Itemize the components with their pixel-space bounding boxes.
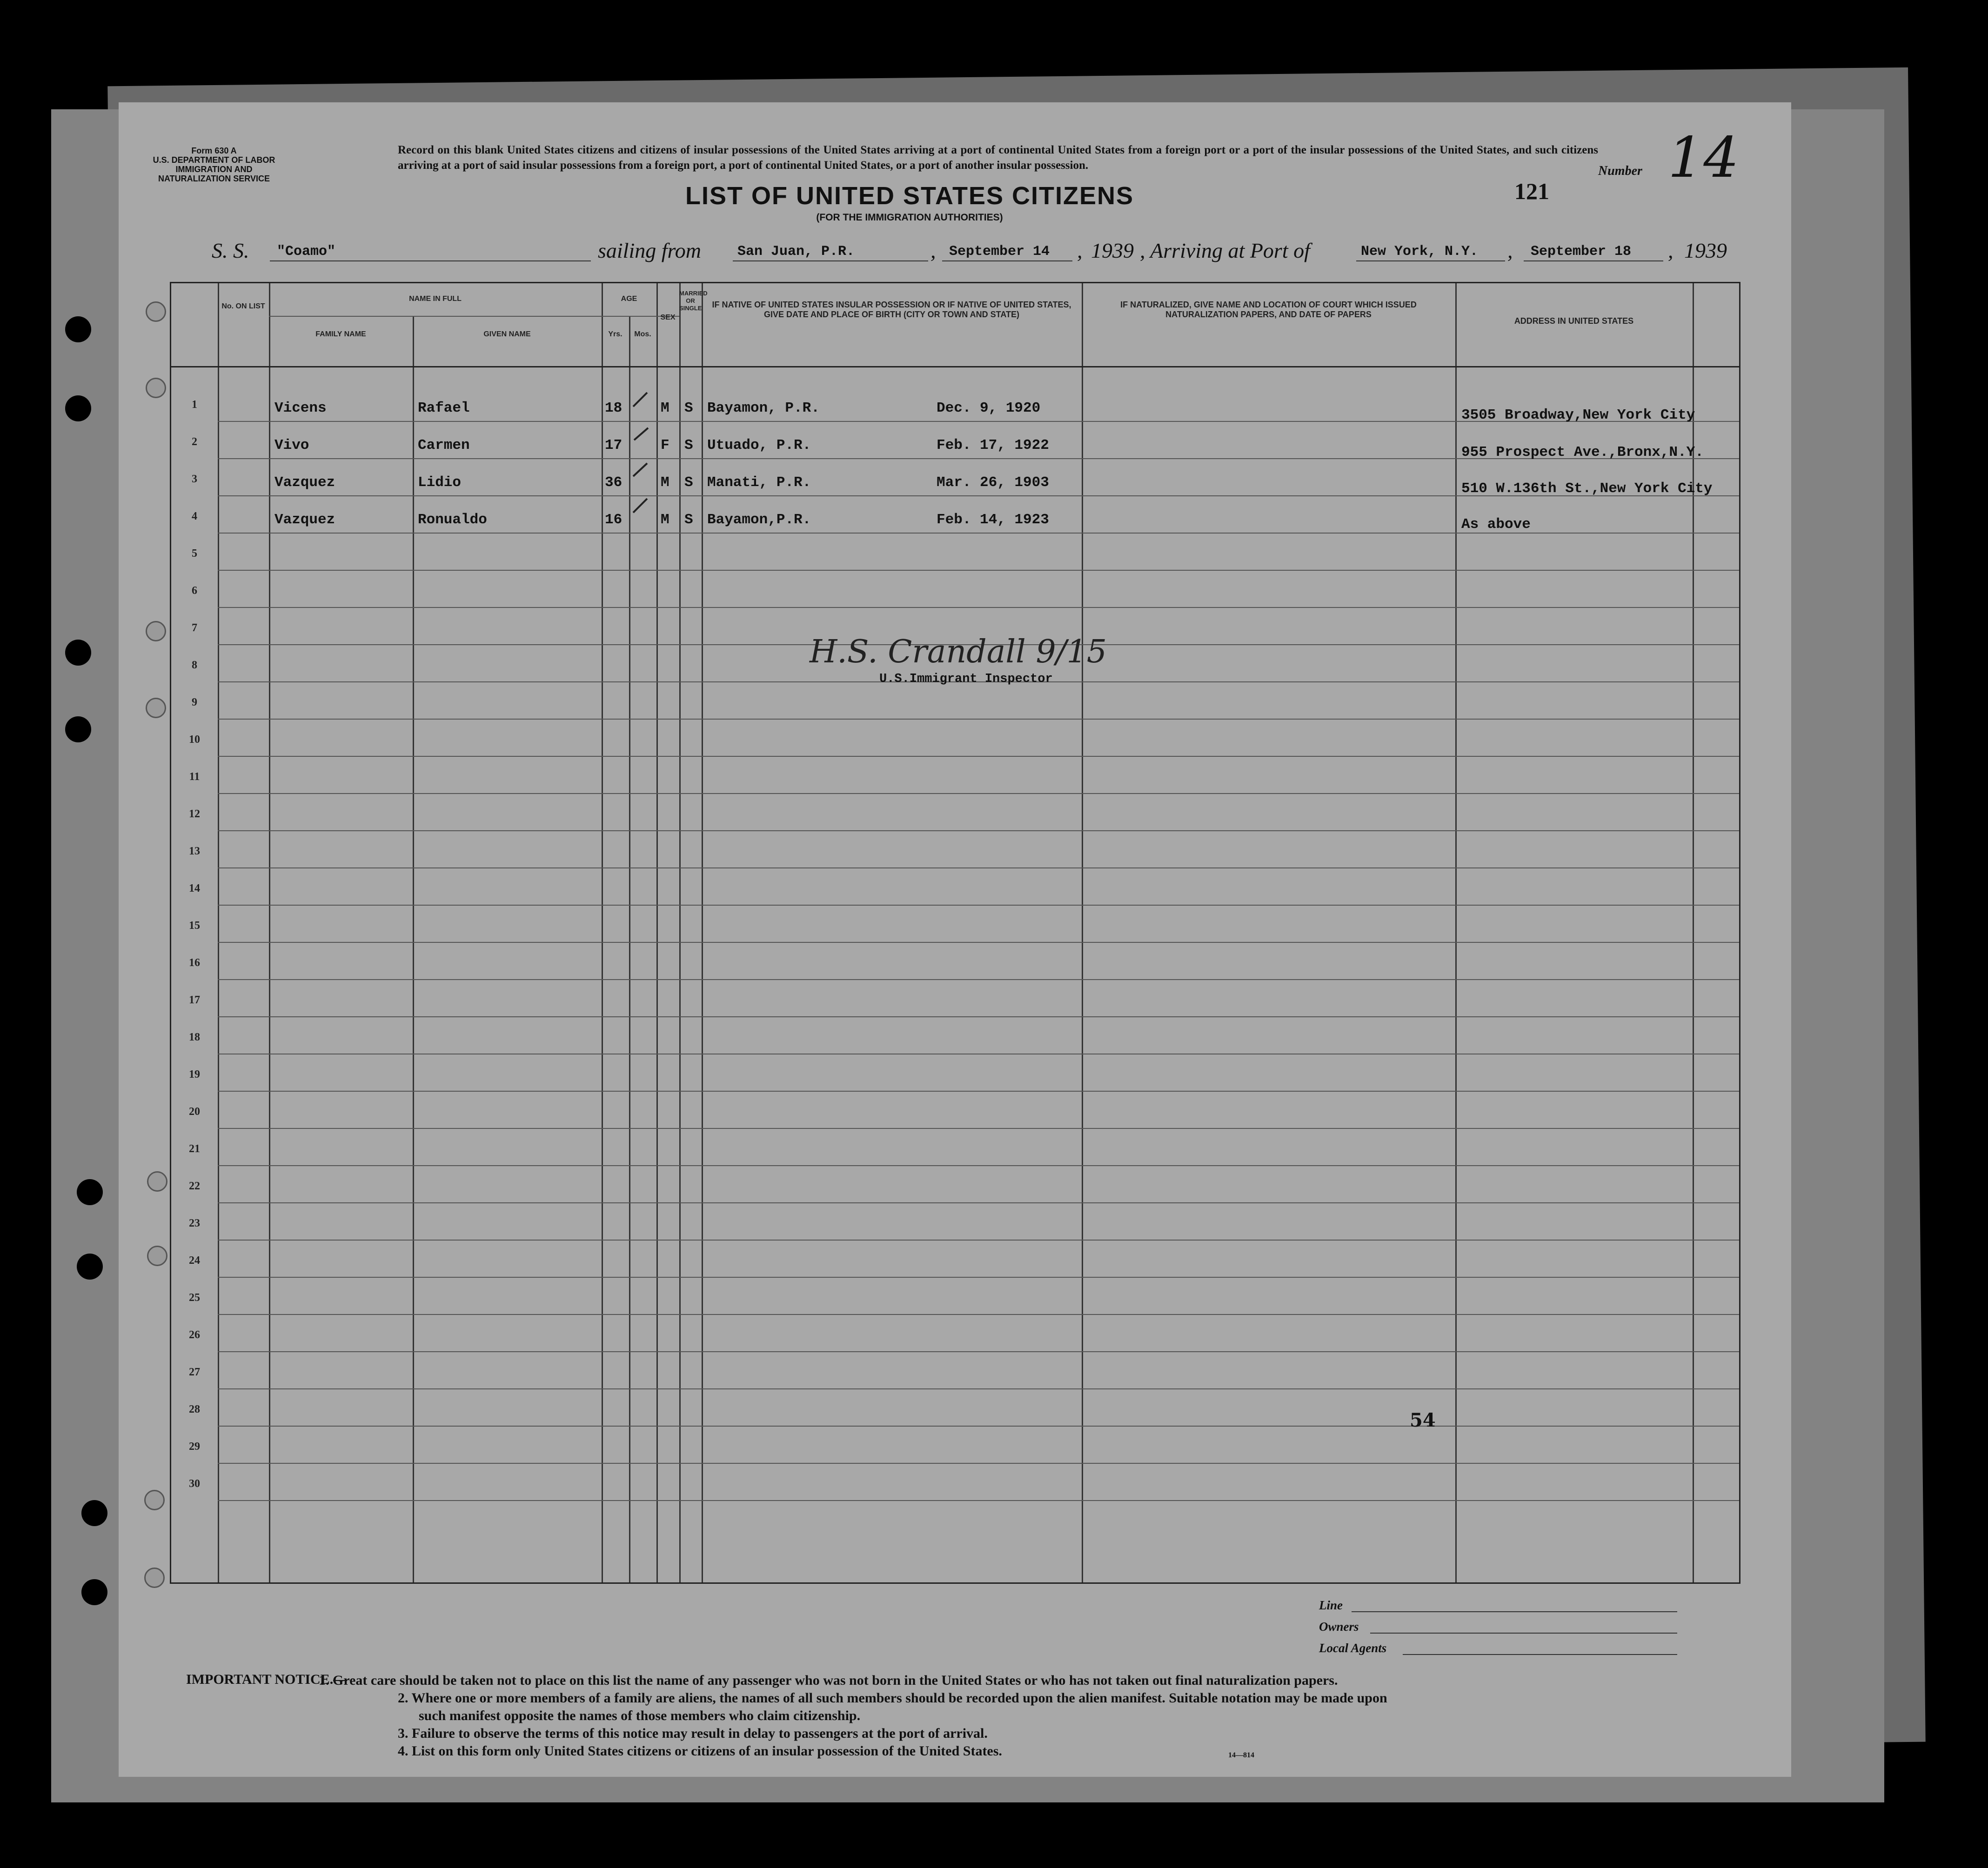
row-number: 30 (189, 1478, 200, 1490)
family-name: Vicens (274, 400, 327, 416)
notice-item: 3. Failure to observe the terms of this notice may result in delay to passengers at the port of arrival. (398, 1726, 988, 1741)
line-label: Line (1319, 1598, 1343, 1612)
page-subtitle: (FOR THE IMMIGRATION AUTHORITIES) (816, 212, 1003, 223)
row-number: 26 (189, 1329, 200, 1341)
punch-hole (65, 716, 91, 742)
birth-place: Utuado, P.R. (707, 437, 811, 454)
months-tick-marks (629, 388, 657, 546)
row-rule (218, 1202, 1739, 1203)
given-name: Ronualdo (418, 512, 487, 528)
ring-hole (146, 378, 166, 398)
ring-hole (147, 1246, 167, 1266)
column-rule (269, 283, 270, 1582)
notice-item: 1. Great care should be taken not to place on this list the name of any passenger who was not born in the United States or who has not taken out final naturalization papers. (319, 1673, 1338, 1688)
row-number: 21 (189, 1143, 200, 1155)
row-rule (218, 1426, 1739, 1427)
arrival-year: 1939 (1684, 239, 1727, 262)
row-rule (218, 1277, 1739, 1278)
family-name: Vazquez (274, 512, 335, 528)
departure-year: 1939 (1091, 239, 1134, 262)
ring-hole (147, 1171, 167, 1192)
margin-mark: 54 (1410, 1409, 1436, 1431)
column-rule (1082, 283, 1083, 1582)
birth-date: Feb. 17, 1922 (937, 437, 1049, 454)
age-years: 36 (605, 474, 623, 491)
sex: M (661, 474, 669, 491)
row-number: 4 (192, 510, 197, 522)
birth-date: Mar. 26, 1903 (937, 474, 1049, 491)
row-number: 1 (192, 399, 197, 411)
ring-hole (146, 621, 166, 641)
sex: M (661, 400, 669, 416)
punch-hole (77, 1254, 103, 1280)
notice-item: 2. Where one or more members of a family are aliens, the names of all such members should be recorded upon the alien manifest. Suitable notation may be made upon (398, 1690, 1387, 1706)
form-id-line: NATURALIZATION SERVICE (158, 174, 270, 183)
marital-status: S (684, 400, 693, 416)
departure-date: September 14 (949, 244, 1050, 260)
passenger-table (170, 282, 1740, 1584)
row-number: 15 (189, 920, 200, 932)
row-number: 20 (189, 1106, 200, 1118)
row-rule (218, 1388, 1739, 1389)
underline (1524, 260, 1663, 261)
owners-label: Owners (1319, 1620, 1359, 1634)
form-code: 14—814 (1228, 1751, 1254, 1759)
age-years: 17 (605, 437, 623, 454)
header-rule (269, 316, 679, 317)
row-number: 12 (189, 808, 200, 820)
marital-status: S (684, 512, 693, 528)
birth-place: Bayamon, P.R. (707, 400, 820, 416)
row-rule (218, 1091, 1739, 1092)
header-given-name: GIVEN NAME (483, 330, 531, 338)
row-rule (218, 979, 1739, 980)
underline (733, 260, 928, 261)
row-number: 11 (189, 771, 200, 783)
row-number: 29 (189, 1441, 200, 1453)
row-rule (218, 793, 1739, 794)
header-married-or-single: MARRIED OR SINGLE (679, 290, 708, 312)
header-no-on-list: No. ON LIST (221, 302, 265, 310)
column-rule (413, 316, 414, 1582)
sex: F (661, 437, 669, 454)
header-sex: SEX (660, 314, 676, 321)
ring-hole (144, 1568, 165, 1588)
punch-hole (65, 316, 91, 342)
row-rule (218, 1128, 1739, 1129)
column-rule (702, 283, 703, 1582)
birth-place: Manati, P.R. (707, 474, 811, 491)
page-title: LIST OF UNITED STATES CITIZENS (685, 182, 1134, 210)
row-number: 3 (192, 473, 197, 485)
number-label: Number (1598, 164, 1642, 178)
form-id-line: IMMIGRATION AND (175, 165, 253, 174)
row-number: 13 (189, 845, 200, 857)
arrival-port: New York, N.Y. (1361, 244, 1479, 260)
ring-hole (146, 698, 166, 718)
underline (1370, 1633, 1677, 1634)
arrival-date: September 18 (1531, 244, 1632, 260)
local-agents-label: Local Agents (1319, 1641, 1387, 1655)
punch-hole (81, 1500, 107, 1526)
ring-hole (146, 301, 166, 322)
row-number: 16 (189, 957, 200, 969)
row-rule (218, 1463, 1739, 1464)
inspector-signature: H.S. Crandall 9/15 (810, 634, 1107, 670)
row-rule (218, 1165, 1739, 1166)
birth-place: Bayamon,P.R. (707, 512, 811, 528)
header-birth-info: IF NATIVE OF UNITED STATES INSULAR POSSESSION OR IF NATIVE OF UNITED STATES, GIVE DATE AND PLACE OF BIRTH (CITY OR TOWN AND STATE) (712, 300, 1071, 319)
departure-port: San Juan, P.R. (737, 244, 855, 260)
row-number: 28 (189, 1403, 200, 1415)
birth-date: Dec. 9, 1920 (937, 400, 1041, 416)
marital-status: S (684, 437, 693, 454)
underline (1352, 1611, 1677, 1612)
sex: M (661, 512, 669, 528)
notice-item: such manifest opposite the names of those members who claim citizenship. (419, 1708, 861, 1723)
given-name: Rafael (418, 400, 470, 416)
age-years: 16 (605, 512, 623, 528)
header-age: AGE (621, 295, 637, 303)
row-rule (218, 830, 1739, 831)
column-rule (1455, 283, 1457, 1582)
ship-name: "Coamo" (277, 244, 336, 260)
header-months: Mos. (634, 330, 651, 338)
voyage-line: S. S. "Coamo" sailing from San Juan, P.R. , September 14 , 1939 , Arriving at Port of New York, N.Y. , September 18 , 1939 (212, 239, 1727, 262)
row-rule (218, 867, 1739, 868)
header-years: Yrs. (608, 330, 623, 338)
header-address: ADDRESS IN UNITED STATES (1514, 316, 1634, 326)
inspector-title: U.S.Immigrant Inspector (879, 672, 1053, 686)
column-rule (218, 283, 219, 1582)
us-address: 510 W.136th St.,New York City (1461, 480, 1713, 497)
row-rule (218, 570, 1739, 571)
underline (1403, 1654, 1677, 1655)
row-rule (218, 1016, 1739, 1017)
row-number: 18 (189, 1031, 200, 1043)
row-rule (218, 1351, 1739, 1352)
row-number: 22 (189, 1180, 200, 1192)
row-rule (218, 607, 1739, 608)
us-address: 955 Prospect Ave.,Bronx,N.Y. (1461, 444, 1704, 460)
marital-status: S (684, 474, 693, 491)
row-rule (218, 905, 1739, 906)
birth-date: Feb. 14, 1923 (937, 512, 1049, 528)
punch-hole (65, 395, 91, 421)
row-number: 2 (192, 436, 197, 448)
row-number: 27 (189, 1366, 200, 1378)
row-number: 23 (189, 1217, 200, 1229)
row-rule (218, 1314, 1739, 1315)
row-number: 17 (189, 994, 200, 1006)
column-rule (602, 283, 603, 1582)
row-rule (218, 533, 1739, 534)
punch-hole (77, 1179, 103, 1205)
us-address: 3505 Broadway,New York City (1461, 407, 1695, 423)
ring-hole (144, 1490, 165, 1510)
given-name: Lidio (418, 474, 462, 491)
row-number: 24 (189, 1254, 200, 1267)
row-rule (218, 756, 1739, 757)
header-family-name: FAMILY NAME (315, 330, 366, 338)
form-id-line: Form 630 A (191, 146, 237, 155)
row-rule (218, 719, 1739, 720)
row-rule (218, 942, 1739, 943)
row-rule (218, 1240, 1739, 1241)
form-id-line: U.S. DEPARTMENT OF LABOR (153, 155, 275, 165)
row-number: 6 (192, 585, 197, 597)
header-naturalization: IF NATURALIZED, GIVE NAME AND LOCATION OF COURT WHICH ISSUED NATURALIZATION PAPERS, AND DATE OF PAPERS (1120, 300, 1417, 319)
row-number: 7 (192, 622, 197, 634)
underline (1356, 260, 1505, 261)
arriving-label: , Arriving at Port of (1140, 239, 1310, 262)
sailing-label: sailing from (598, 239, 701, 262)
row-number: 10 (189, 734, 200, 746)
form-preamble: Record on this blank United States citizens and citizens of insular possessions of the United States arriving at a port of continental United States from a foreign port or a port of the insular possessions of the United States, and such citizens arriving at a port of said insular possessions from a foreign port, a port of continental United States, or a port of another insular possession. (398, 144, 1598, 172)
row-number: 8 (192, 659, 197, 671)
row-rule (218, 1500, 1739, 1501)
notice-item: 4. List on this form only United States citizens or citizens of an insular possession of the United States. (398, 1743, 1002, 1759)
underline (270, 260, 591, 261)
underline (942, 260, 1072, 261)
punch-hole (65, 640, 91, 666)
row-number: 5 (192, 547, 197, 560)
punch-hole (81, 1579, 107, 1605)
row-number: 14 (189, 882, 200, 894)
age-years: 18 (605, 400, 623, 416)
handwritten-number: 14 (1668, 126, 1739, 190)
sheet-number: 121 (1514, 178, 1549, 204)
family-name: Vazquez (274, 474, 335, 491)
row-number: 19 (189, 1068, 200, 1081)
column-rule (679, 283, 681, 1582)
given-name: Carmen (418, 437, 470, 454)
notice-heading: IMPORTANT NOTICE.— (186, 1672, 348, 1687)
header-name-in-full: NAME IN FULL (409, 295, 462, 303)
row-number: 9 (192, 696, 197, 708)
family-name: Vivo (274, 437, 309, 454)
header-rule (171, 366, 1739, 367)
ss-label: S. S. (212, 239, 249, 262)
column-rule (1693, 283, 1694, 1582)
form-identifier (151, 146, 277, 183)
manifest-page (119, 102, 1791, 1777)
row-number: 25 (189, 1292, 200, 1304)
us-address: As above (1461, 516, 1531, 533)
